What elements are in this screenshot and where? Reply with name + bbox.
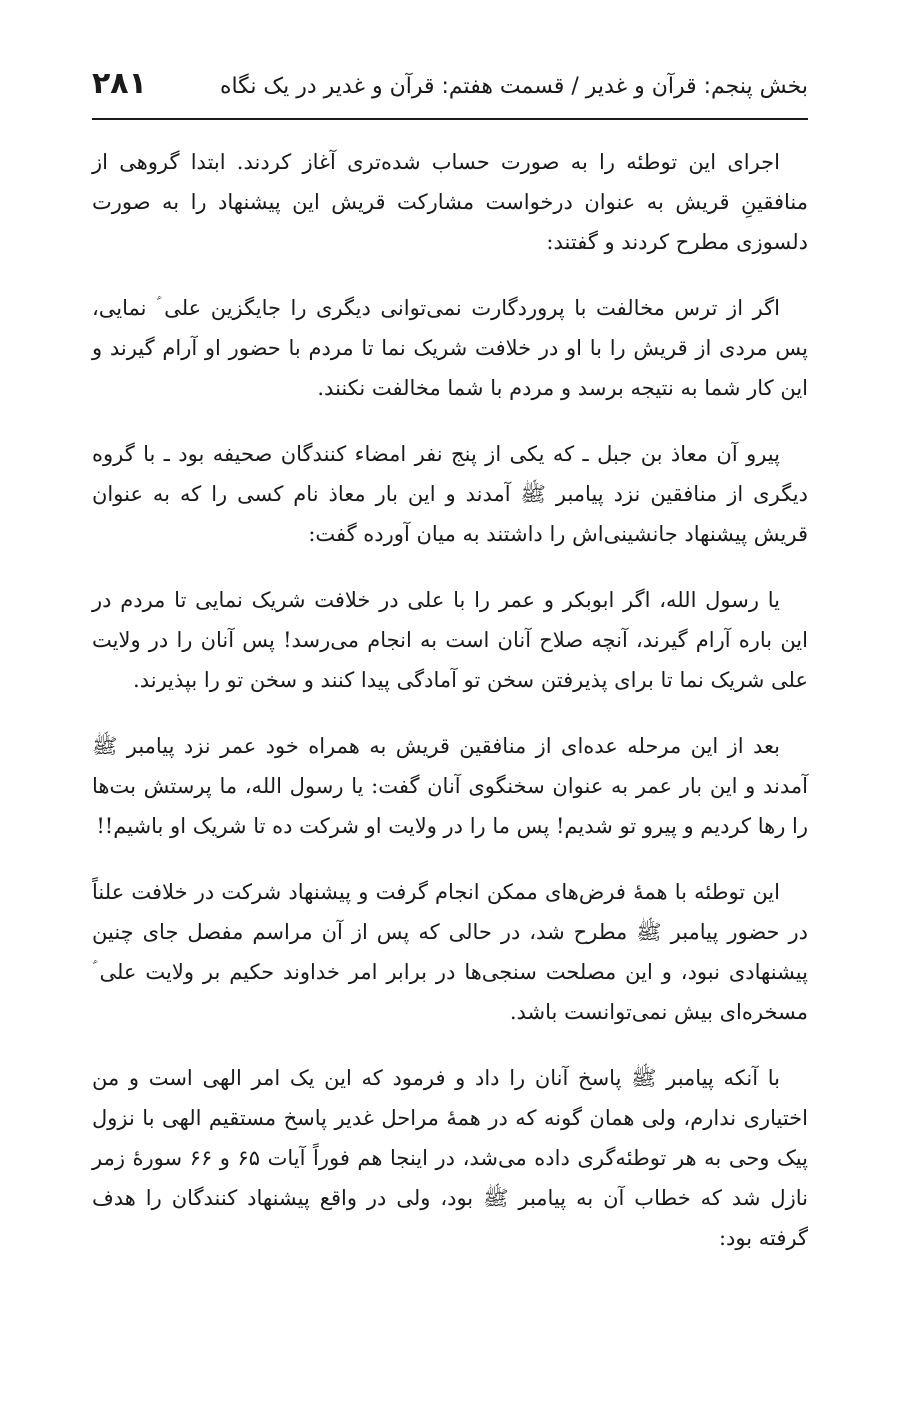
running-title: بخش پنجم: قرآن و غدیر / قسمت هفتم: قرآن و غدیر در یک نگاه: [219, 74, 808, 99]
paragraph-6: این توطئه با همهٔ فرض‌های ممکن انجام گرفت و پیشنهاد شرکت در خلافت علناً در حضور پیامبر ﷺ مطرح شد، در حالی که پس از آن مراسم مفصل جای چنین پیشنهادی نبود، و این مصلحت سنجی‌ها در برابر امر خداوند حکیم بر ولایت علی ؑ مسخره‌ای بیش نمی‌توانست باشد.: [92, 880, 808, 1024]
page-number: ۲۸۱: [92, 66, 147, 101]
body-text: [92, 142, 808, 1284]
paragraph-5: بعد از این مرحله عده‌ای از منافقین قریش به همراه خود عمر نزد پیامبر ﷺ آمدند و این بار عمر به عنوان سخنگوی آنان گفت: یا رسول الله، ما پرستش بت‌ها را رها کردیم و پیرو تو شدیم! پس ما را در ولایت او شرکت ده تا شریک او باشیم!!: [92, 734, 808, 838]
paragraph-7: با آنکه پیامبر ﷺ پاسخ آنان را داد و فرمود که این یک امر الهی است و من اختیاری ندارم، ولی همان گونه که در همهٔ مراحل غدیر پاسخ مستقیم الهی با نزول پیک وحی به هر توطئه‌گری داده می‌شد، در اینجا هم فوراً آیات ۶۵ و ۶۶ سورهٔ زمر نازل شد که خطاب آن به پیامبر ﷺ بود، ولی در واقع پیشنهاد کنندگان را هدف گرفته بود:: [92, 1066, 808, 1250]
paragraph-3: پیرو آن معاذ بن جبل ـ که یکی از پنج نفر امضاء کنندگان صحیفه بود ـ با گروه دیگری از منافقین نزد پیامبر ﷺ آمدند و این بار معاذ نام کسی را که به عنوان قریش پیشنهاد جانشینی‌اش را داشتند به میان آورده گفت:: [92, 442, 808, 546]
page-header: [92, 66, 808, 116]
header-divider: [92, 118, 808, 120]
paragraph-1: اجرای این توطئه را به صورت حساب شده‌تری آغاز کردند. ابتدا گروهی از منافقینِ قریش به عنوان درخواست مشارکت قریش این پیشنهاد را به صورت دلسوزی مطرح کردند و گفتند:: [92, 150, 808, 254]
paragraph-4-quote: یا رسول الله، اگر ابوبکر و عمر را با علی در خلافت شریک نمایی تا مردم در این باره آرام گیرند، آنچه صلاح آنان است به انجام می‌رسد! پس آنان را در ولایت علی شریک نما تا برای پذیرفتن سخن تو آمادگی پیدا کنند و سخن تو را بپذیرند.: [92, 588, 808, 692]
paragraph-2-quote: اگر از ترس مخالفت با پروردگارت نمی‌توانی دیگری را جایگزین علی ؑ نمایی، پس مردی از قریش را با او در خلافت شریک نما تا مردم با حضور او آرام گیرند و این کار شما به نتیجه برسد و مردم با شما مخالفت نکنند.: [92, 296, 808, 400]
